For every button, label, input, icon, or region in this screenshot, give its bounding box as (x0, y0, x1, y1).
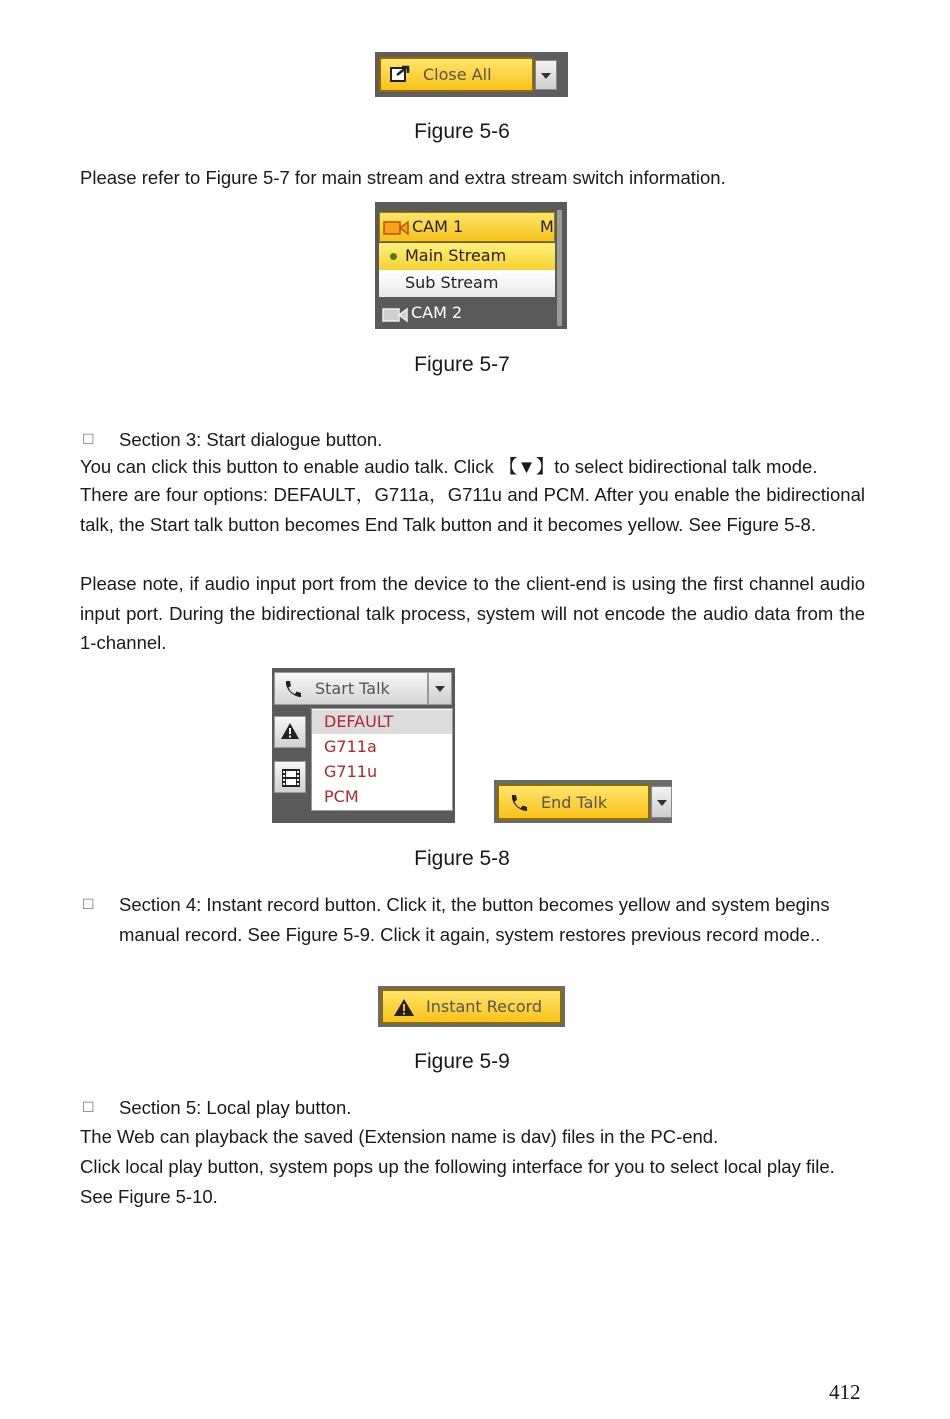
cam2-label: CAM 2 (411, 303, 463, 322)
section3-line1: You can click this button to enable audio talk. Click 【▼】to select bidirectional talk mode. (80, 456, 818, 477)
chevron-down-icon (435, 686, 445, 692)
sub-stream-option[interactable] (379, 270, 555, 297)
option-label: DEFAULT (324, 712, 394, 731)
chevron-down-icon (657, 800, 667, 806)
main-stream-label: Main Stream (405, 246, 507, 265)
alarm-button[interactable] (274, 716, 306, 748)
option-g711a[interactable] (312, 735, 452, 759)
start-talk-widget (272, 668, 455, 823)
bullet-icon: ☐ (82, 431, 95, 447)
figure-caption: Figure 5-8 (414, 847, 510, 870)
section4-text: Section 4: Instant record button. Click it, the button becomes yellow and system begins manual record. See Figure 5-9. Click it again, system restores previous record mode.. (119, 894, 830, 945)
close-all-widget (375, 52, 568, 97)
start-talk-label: Start Talk (315, 679, 390, 698)
record-button[interactable] (274, 761, 306, 793)
bullet-icon: ☐ (82, 1099, 95, 1115)
figure-caption: Figure 5-9 (414, 1050, 510, 1073)
warning-icon (280, 722, 300, 745)
cam2-row[interactable] (379, 300, 555, 328)
warning-icon (393, 998, 415, 1022)
section3-title: Section 3: Start dialogue button. (119, 429, 383, 450)
stream-badge: M (540, 217, 554, 236)
instant-record-widget (378, 986, 565, 1027)
scrollbar[interactable] (557, 210, 562, 326)
section5-title: Section 5: Local play button. (119, 1097, 352, 1118)
option-label: G711u (324, 762, 378, 781)
talk-mode-dropdown[interactable] (651, 786, 672, 818)
section3-para2: Please note, if audio input port from the device to the client-end is using the first channel audio input port. During the bidirectional talk process, system will not encode the audio data from the 1-channel. (80, 573, 865, 653)
sub-stream-label: Sub Stream (405, 273, 499, 292)
cam1-label: CAM 1 (412, 217, 464, 236)
talk-mode-list (311, 708, 453, 811)
selected-dot-icon (390, 253, 397, 260)
section3-para1: There are four options: DEFAULT，G711a，G711u and PCM. After you enable the bidirectional talk, the Start talk button becomes End Talk button and it becomes yellow. See Figure 5-8. (80, 484, 865, 535)
option-g711u[interactable] (312, 760, 452, 784)
instant-record-button[interactable] (381, 989, 562, 1024)
intro-paragraph: Please refer to Figure 5-7 for main stream and extra stream switch information. (80, 167, 726, 188)
close-all-label: Close All (423, 65, 492, 84)
close-all-dropdown[interactable] (535, 60, 557, 90)
option-default[interactable] (312, 710, 452, 734)
section5-line2: Click local play button, system pops up the following interface for you to select local play file. See Figure 5-10. (80, 1156, 835, 1207)
figure-caption: Figure 5-7 (414, 353, 510, 376)
option-pcm[interactable] (312, 785, 452, 809)
figure-caption: Figure 5-6 (414, 120, 510, 143)
end-talk-button[interactable] (497, 784, 650, 820)
talk-mode-dropdown[interactable] (428, 672, 452, 705)
stream-menu-widget (375, 202, 567, 329)
option-label: G711a (324, 737, 377, 756)
page-number: 412 (829, 1380, 861, 1404)
bullet-icon: ☐ (82, 896, 95, 912)
chevron-down-icon (541, 73, 551, 79)
end-talk-label: End Talk (541, 793, 608, 812)
option-label: PCM (324, 787, 359, 806)
main-stream-option[interactable] (379, 243, 555, 270)
phone-icon (283, 679, 303, 704)
start-talk-button[interactable] (274, 672, 428, 705)
cam1-row[interactable] (379, 212, 555, 242)
phone-icon (509, 793, 529, 818)
close-all-icon (390, 65, 410, 88)
instant-record-label: Instant Record (426, 997, 543, 1016)
section5-line1: The Web can playback the saved (Extension name is dav) files in the PC-end. (80, 1126, 719, 1147)
end-talk-widget (494, 780, 672, 823)
camera-icon (383, 220, 409, 241)
camera-icon (382, 307, 408, 328)
close-all-button[interactable] (379, 57, 534, 92)
film-icon (281, 768, 301, 793)
